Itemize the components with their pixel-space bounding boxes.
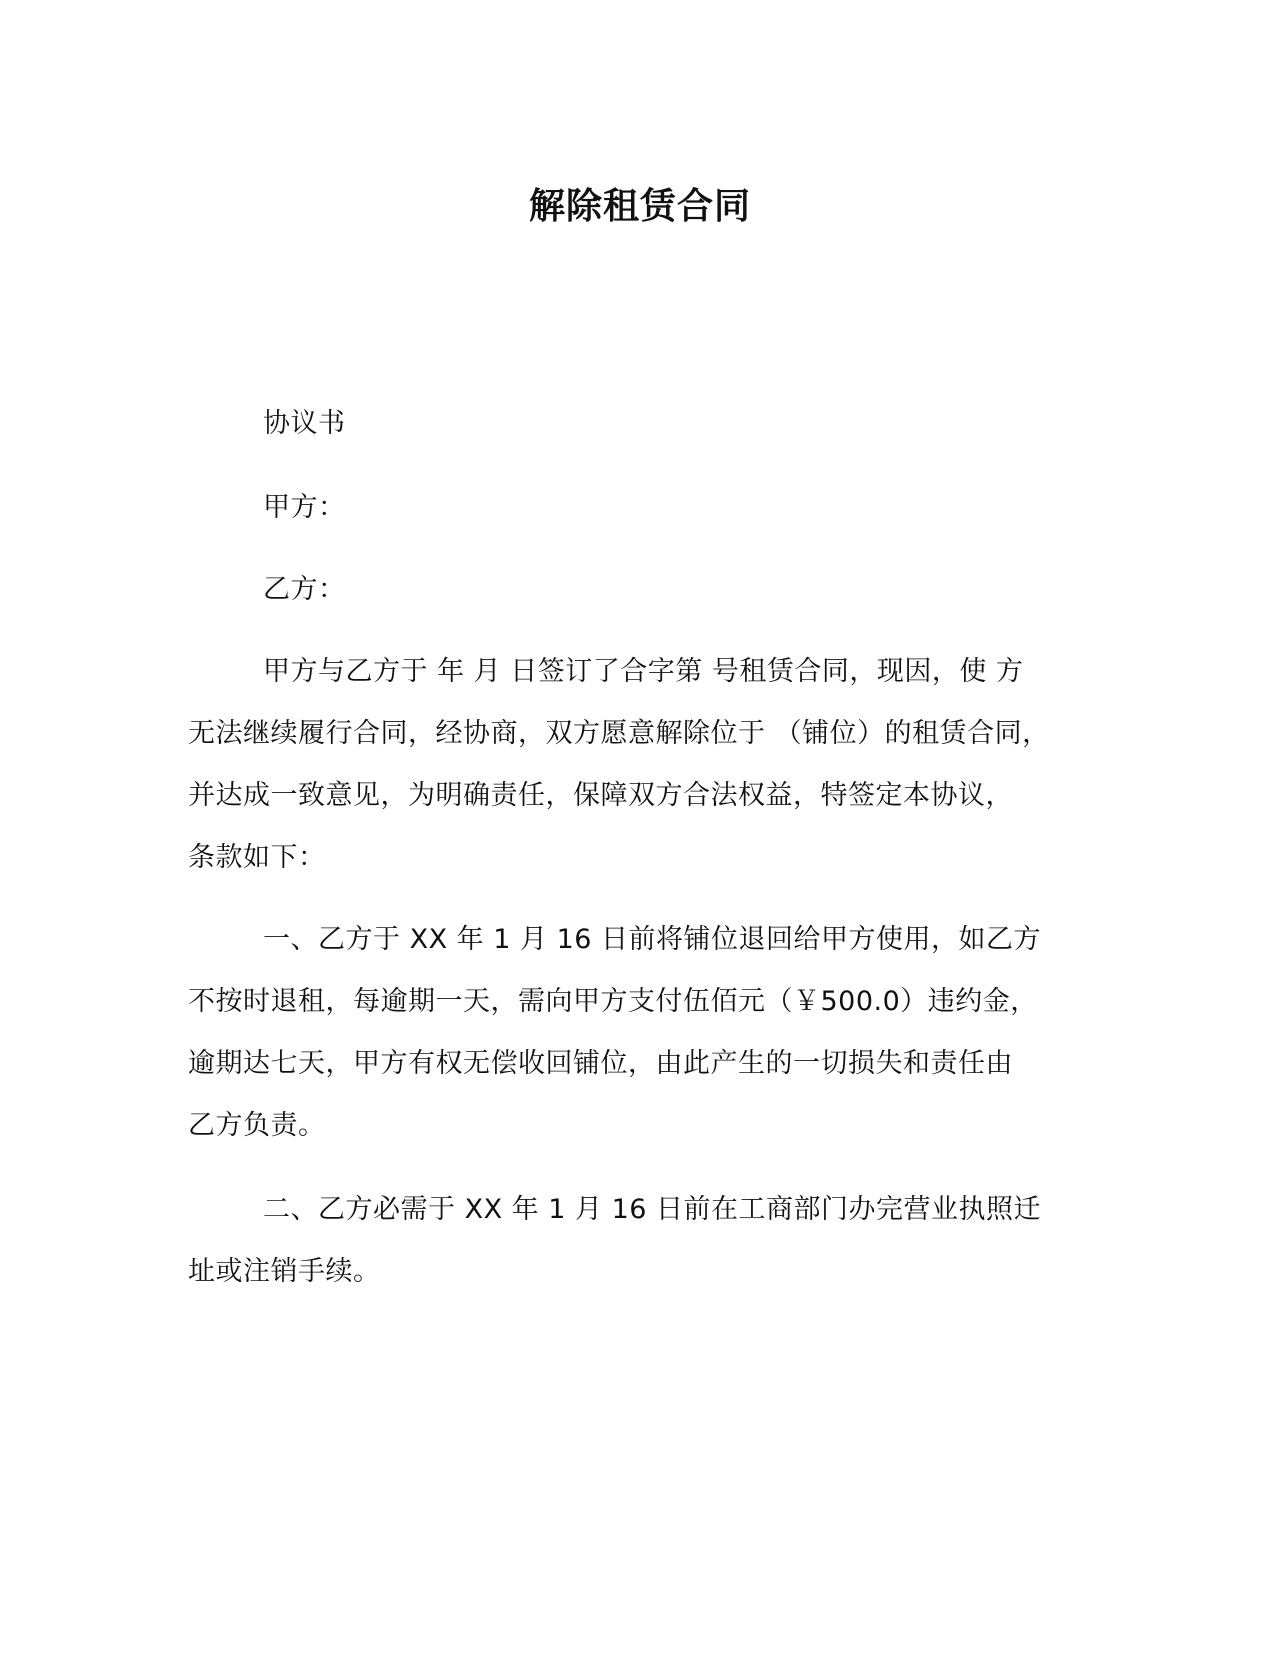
- clause-one-line-4: 乙方负责。: [188, 1110, 326, 1141]
- intro-line-1: 甲方与乙方于 年 月 日签订了合字第 号租赁合同，现因，使 方: [263, 656, 1024, 687]
- party-a-label: 甲方：: [263, 492, 346, 523]
- clause-one-line-3: 逾期达七天，甲方有权无偿收回铺位，由此产生的一切损失和责任由: [188, 1048, 1013, 1079]
- intro-line-2: 无法继续履行合同，经协商，双方愿意解除位于 （铺位）的租赁合同，: [188, 718, 1050, 749]
- document-title: 解除租赁合同: [528, 186, 751, 227]
- agreement-heading: 协议书: [263, 408, 346, 439]
- clause-one-line-2: 不按时退租，每逾期一天，需向甲方支付伍佰元（￥500.0）违约金，: [188, 986, 1038, 1017]
- clause-one-line-1: 一、乙方于 XX 年 1 月 16 日前将铺位退回给甲方使用，如乙方: [263, 924, 1042, 955]
- clause-two-line-1: 二、乙方必需于 XX 年 1 月 16 日前在工商部门办完营业执照迁: [263, 1194, 1042, 1225]
- intro-line-4: 条款如下：: [188, 842, 326, 873]
- party-b-label: 乙方：: [263, 574, 346, 605]
- clause-two-line-2: 址或注销手续。: [188, 1256, 381, 1287]
- intro-line-3: 并达成一致意见，为明确责任，保障双方合法权益，特签定本协议，: [188, 780, 1013, 811]
